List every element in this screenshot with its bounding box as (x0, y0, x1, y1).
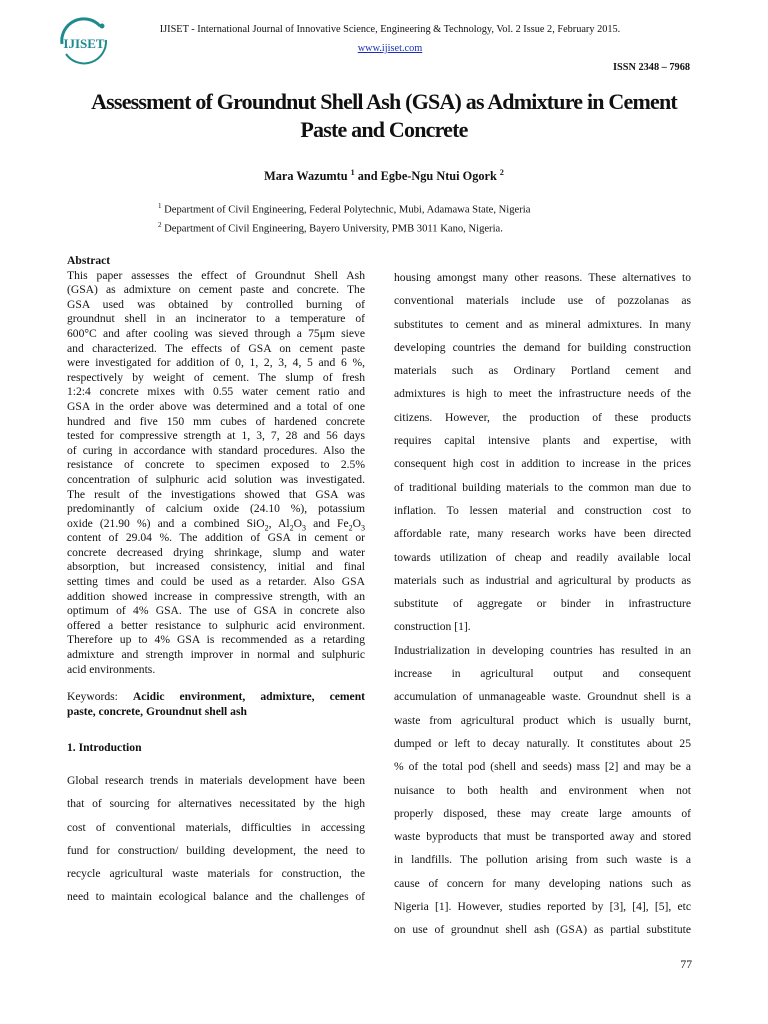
page-number: 77 (680, 958, 692, 971)
body-text-line: Global research trends in materials development have been (67, 774, 365, 787)
abstract-line: predominantly of calcium oxide (24.10 %), potassium (67, 502, 365, 516)
abstract-line: content of 29.04 %. The addition of GSA in cement or (67, 531, 365, 545)
journal-logo (54, 14, 114, 66)
author-affiliation-mark: 2 (499, 168, 504, 177)
paper-title-line: Assessment of Groundnut Shell Ash (GSA) as Admixture in Cement (91, 89, 677, 114)
body-text-line: housing amongst many other reasons. These alternatives to (394, 271, 691, 284)
body-text-line: nuisance to both health and environment when not (394, 783, 691, 797)
body-text-line: cost of conventional materials, difficulties in accessing (67, 820, 365, 834)
abstract-line: 600°C and after cooling was sieved through a 75μm sieve (67, 326, 365, 340)
body-text-line: waste byproducts that must be transported away and stored (394, 830, 691, 844)
paper-title-line: Paste and Concrete (300, 117, 468, 142)
abstract-line: groundnut shell in an incinerator to a temperature of (67, 312, 365, 326)
body-text-line: accumulation of unmanageable waste. Groundnut shell is a (394, 690, 691, 704)
keywords-line: paste, concrete, Groundnut shell ash (67, 704, 247, 718)
body-text-line: recycle agricultural waste materials for construction, the (67, 867, 365, 881)
body-text-line: properly disposed, these may create large amounts of (394, 806, 691, 820)
affiliation (158, 218, 530, 237)
affiliation-list (158, 199, 530, 236)
author-name: Mara Wazumtu (264, 169, 348, 184)
abstract-line: resistance of concrete to specimen exposed to 2.5% (67, 458, 365, 472)
abstract-line: respectively by weight of cement. The slump of fresh (67, 370, 365, 384)
body-text-line: waste from agricultural product which is usually burnt, (394, 713, 691, 727)
body-text-line: cause of concern for many developing nations such as (394, 876, 691, 890)
abstract-heading: Abstract (67, 254, 111, 267)
body-text-line: developing countries the demand for building construction (394, 340, 691, 354)
body-text-line: requires capital intensive plants and expertise, with (394, 434, 691, 448)
body-text-line: consequent high cost in addition to increase in the prices (394, 457, 691, 471)
body-text-line: need to maintain ecological balance and the challenges of (67, 890, 365, 904)
journal-logo-icon (54, 14, 114, 66)
abstract-line: The result of the investigations showed that GSA was (67, 487, 365, 501)
body-text-line: that of sourcing for alternatives necessitated by the high (67, 797, 365, 811)
body-text-line: dumped or left to decay naturally. It constitutes about 25 (394, 736, 691, 750)
abstract-line: concentration of sulphuric acid solution was investigated. (67, 472, 365, 486)
abstract-line: GSA in the order above was determined and a total of one (67, 399, 365, 413)
journal-header: IJISET - International Journal of Innovative Science, Engineering & Technology, Vol. 2 Issue 2, February 2015. (159, 24, 621, 35)
body-text-line: fund for construction/ building development, the need to (67, 843, 365, 857)
body-text-line: substitutes to cement and as mineral admixtures. In many (394, 317, 691, 331)
issn-number: ISSN 2348 – 7968 (613, 62, 690, 73)
abstract-line: (GSA) as admixture on cement paste and concrete. The (67, 283, 365, 297)
abstract-line: offered a better resistance to sulphuric acid environment. (67, 618, 365, 632)
body-text-line: conventional materials include use of pozzolanas as (394, 294, 691, 308)
abstract-line: optimum of 4% GSA. The use of GSA in concrete also (67, 604, 365, 618)
author-affiliation-mark: 1 (350, 168, 355, 177)
body-text-line: inflation. To lessen material and construction cost to (394, 503, 691, 517)
abstract-line: absorption, but increased consistency, initial and final (67, 560, 365, 574)
body-text-line: % of the total pod (shell and seeds) mass [2] and may be a (394, 760, 691, 774)
keywords-line (67, 690, 365, 705)
abstract-line: Therefore up to 4% GSA is recommended as a retarding (67, 633, 365, 647)
abstract-line: concrete decreased drying shrinkage, slump and water (67, 545, 365, 559)
abstract-body-continued (67, 531, 365, 677)
keywords-text: Acidic environment, admixture, cement (132, 690, 365, 704)
body-text-line: affordable rate, many research works have been directed (394, 527, 691, 541)
left-column (67, 254, 365, 909)
body-text-line: construction [1]. (394, 620, 471, 634)
affiliation-mark: 2 (158, 220, 162, 229)
affiliation-text: Department of Civil Engineering, Bayero University, PMB 3011 Kano, Nigeria. (161, 223, 503, 235)
section-heading-introduction: 1. Introduction (67, 741, 142, 755)
abstract-line: admixture and strength improver in normal and sulphuric (67, 648, 365, 662)
logo-text: IJISET (63, 36, 105, 51)
body-text-line: on use of groundnut shell ash (GSA) as partial substitute (394, 923, 691, 937)
abstract-line: hundred and five 150 mm cubes of hardened concrete (67, 414, 365, 428)
body-text-line: Nigeria [1]. However, studies reported by [3], [4], [5], etc (394, 900, 691, 914)
abstract-line: acid environments. (67, 662, 156, 676)
abstract-line: 1:2:4 concrete mixes with 0.55 water cement ratio and (67, 385, 365, 399)
body-text-line: Industrialization in developing countries has resulted in an (394, 643, 691, 657)
author-list (60, 168, 708, 184)
abstract-line: addition showed increase in compressive strength, with an (67, 589, 365, 603)
body-text-line: towards utilization of cheap and readily available local (394, 550, 691, 564)
abstract-line: tested for compressive strength at 1, 3, 7, 28 and 56 days (67, 429, 365, 443)
abstract-line: This paper assesses the effect of Groundnut Shell Ash (67, 268, 365, 282)
body-text-line: increase in agricultural output and consequent (394, 667, 691, 681)
paper-title (60, 88, 708, 144)
keywords (67, 690, 365, 719)
affiliation-text: Department of Civil Engineering, Federal Polytechnic, Mubi, Adamawa State, Nigeria (161, 204, 531, 216)
abstract-line: of curing in accordance with standard procedures. Also the (67, 443, 365, 457)
body-text-line: in landfills. The pollution arising from such waste is a (394, 853, 691, 867)
body-text-line: of traditional building materials to the common man due to (394, 480, 691, 494)
author-name: and Egbe-Ngu Ntui Ogork (354, 169, 497, 184)
affiliation (158, 199, 530, 218)
abstract-body (67, 269, 365, 517)
introduction-body-left (67, 769, 365, 909)
abstract-line: setting times and could be used as a retarder. Also GSA (67, 575, 365, 589)
body-text-line: materials such as Ordinary Portland cement and (394, 364, 691, 378)
body-text-line: admixtures is high to meet the infrastructure needs of the (394, 387, 691, 401)
abstract-line: GSA used was obtained by controlled burning of (67, 297, 365, 311)
keywords-label: Keywords: (67, 690, 133, 704)
body-text-line: citizens. However, the production of these products (394, 410, 691, 424)
abstract-line: and characterized. The effects of GSA on cement paste (67, 341, 365, 355)
affiliation-mark: 1 (158, 202, 162, 210)
journal-website-link[interactable]: www.ijiset.com (357, 43, 423, 54)
right-column (394, 266, 691, 942)
abstract-line: were investigated for addition of 0, 1, 2, 3, 4, 5 and 6 %, (67, 356, 365, 370)
abstract-line: oxide (21.90 %) and a combined SiO$_2$, $Al_2O_3$ and $Fe_2O_3$ (67, 516, 365, 532)
body-text-line: substitute of aggregate or binder in infrastructure (394, 597, 691, 611)
body-text-line: materials such as industrial and agricultural by products as (394, 573, 691, 587)
